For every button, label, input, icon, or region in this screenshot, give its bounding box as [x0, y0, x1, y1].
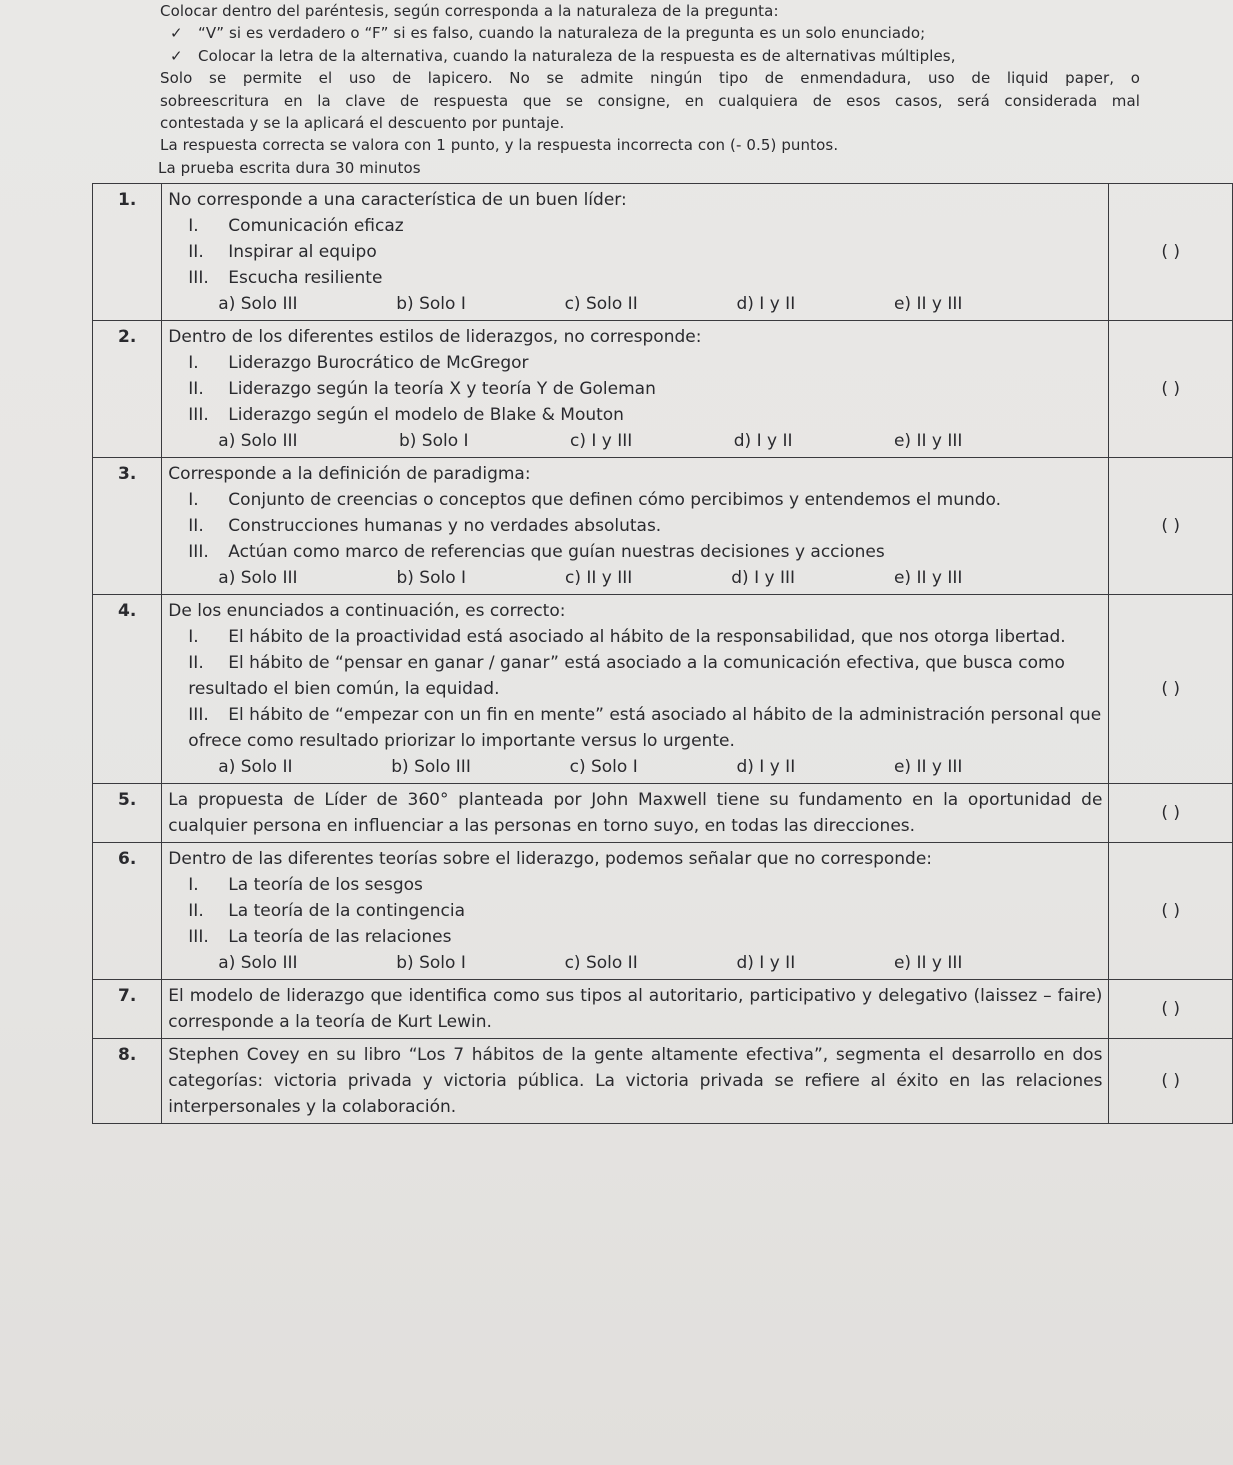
roman-numeral: III.: [188, 927, 209, 947]
question-statement: [168, 213, 1102, 239]
question-number: 3.: [93, 458, 162, 595]
question-number: 4.: [93, 595, 162, 784]
question-number: 1.: [93, 184, 162, 321]
answer-option: b) Solo I: [396, 568, 467, 588]
question-row: [93, 1039, 1233, 1124]
answer-box[interactable]: ( ): [1109, 595, 1233, 784]
statement-text: El hábito de la proactividad está asociado al hábito de la responsabilidad, que nos otorga libertad.: [228, 627, 1066, 647]
instruction-multiple-choice: ✓ Colocar la letra de la alternativa, cuando la naturaleza de la respuesta es de alternativas múltiples,: [160, 45, 1220, 67]
statement-text: La teoría de los sesgos: [228, 875, 423, 895]
question-number: 5.: [93, 784, 162, 843]
statement-text: La teoría de las relaciones: [228, 927, 452, 947]
statement-text: Escucha resiliente: [228, 268, 383, 288]
answer-box[interactable]: ( ): [1109, 321, 1233, 458]
answer-option: c) Solo I: [569, 757, 638, 777]
rule-line: contestada y se la aplicará el descuento por puntaje.: [160, 114, 565, 133]
answer-box[interactable]: ( ): [1109, 784, 1233, 843]
question-content: [162, 184, 1109, 321]
question-number: 7.: [93, 980, 162, 1039]
question-content: [162, 458, 1109, 595]
questions-table: [92, 183, 1233, 1124]
question-statement: [168, 702, 1102, 754]
roman-numeral: I.: [188, 875, 199, 895]
question-row: [93, 458, 1233, 595]
question-text: De los enunciados a continuación, es correcto:: [168, 601, 566, 621]
answer-option: e) II y III: [893, 953, 963, 973]
roman-numeral: III.: [188, 405, 209, 425]
roman-numeral: III.: [188, 705, 209, 725]
answer-box[interactable]: ( ): [1109, 843, 1233, 980]
question-text: La propuesta de Líder de 360° planteada por John Maxwell tiene su fundamento en la oportunidad de cualquier persona en influenciar a las personas en torno suyo, en todas las direcciones.: [168, 790, 1103, 836]
question-row: [93, 321, 1233, 458]
statement-text: Construcciones humanas y no verdades absolutas.: [228, 516, 662, 536]
answer-option: a) Solo III: [218, 294, 298, 314]
question-statement: [168, 239, 1102, 265]
question-number: 6.: [93, 843, 162, 980]
roman-numeral: II.: [188, 242, 204, 262]
answer-options: [168, 565, 1102, 591]
answer-option: c) I y III: [569, 431, 633, 451]
statement-text: El hábito de “pensar en ganar / ganar” está asociado a la comunicación efectiva, que busca como resultado el bien común, la equidad.: [188, 653, 1065, 699]
question-statement: [168, 487, 1102, 513]
question-statement: [168, 624, 1102, 650]
check-icon: ✓: [170, 24, 183, 43]
answer-option: e) II y III: [893, 757, 963, 777]
statement-text: Comunicación eficaz: [228, 216, 404, 236]
question-content: [162, 843, 1109, 980]
question-row: [93, 595, 1233, 784]
roman-numeral: I.: [188, 216, 199, 236]
instructions-line: Colocar dentro del paréntesis, según corresponda a la naturaleza de la pregunta:: [160, 2, 779, 20]
scoring-line: La respuesta correcta se valora con 1 punto, y la respuesta incorrecta con (- 0.5) puntos.: [160, 136, 839, 155]
answer-options: [168, 754, 1102, 780]
roman-numeral: III.: [188, 268, 209, 288]
answer-option: b) Solo I: [396, 953, 466, 973]
question-number: 8.: [93, 1039, 162, 1124]
question-content: [162, 321, 1109, 458]
question-text: Stephen Covey en su libro “Los 7 hábitos de la gente altamente efectiva”, segmenta el desarrollo en dos categorías: victoria privada y victoria pública. La victoria privada se refiere al éxito en las relaciones interpersonales y la colaboración.: [168, 1045, 1103, 1117]
answer-option: a) Solo II: [218, 757, 293, 777]
statement-text: Liderazgo Burocrático de McGregor: [228, 353, 529, 373]
roman-numeral: III.: [188, 542, 209, 562]
roman-numeral: II.: [188, 379, 204, 399]
answer-option: d) I y II: [736, 757, 796, 777]
answer-option: b) Solo III: [391, 757, 471, 777]
question-text: Corresponde a la definición de paradigma:: [168, 464, 531, 484]
roman-numeral: I.: [188, 353, 199, 373]
check-icon: ✓: [170, 46, 183, 65]
question-row: [93, 784, 1233, 843]
answer-option: e) II y III: [893, 568, 963, 588]
statement-text: Conjunto de creencias o conceptos que definen cómo percibimos y entendemos el mundo.: [228, 490, 1002, 510]
answer-option: a) Solo III: [218, 568, 298, 588]
question-statement: [168, 872, 1102, 898]
question-row: [93, 843, 1233, 980]
answer-options: [168, 428, 1102, 454]
answer-box[interactable]: ( ): [1109, 458, 1233, 595]
question-content: [162, 980, 1109, 1039]
statement-text: Liderazgo según el modelo de Blake & Mouton: [228, 405, 624, 425]
question-content: [162, 1039, 1109, 1124]
statement-text: Actúan como marco de referencias que guían nuestras decisiones y acciones: [228, 542, 885, 562]
answer-box[interactable]: ( ): [1109, 1039, 1233, 1124]
rule-line: Solo se permite el uso de lapicero. No se admite ningún tipo de enmendadura, uso de liquid paper, o: [160, 69, 1140, 88]
roman-numeral: II.: [188, 516, 204, 536]
question-text: Dentro de las diferentes teorías sobre el liderazgo, podemos señalar que no corresponde:: [168, 849, 933, 869]
question-text: No corresponde a una característica de un buen líder:: [168, 190, 627, 210]
question-row: [93, 184, 1233, 321]
answer-options: [168, 291, 1102, 317]
roman-numeral: II.: [188, 901, 204, 921]
answer-option: d) I y II: [733, 431, 793, 451]
roman-numeral: II.: [188, 653, 204, 673]
duration-line: La prueba escrita dura 30 minutos: [158, 158, 421, 177]
answer-option: d) I y II: [736, 294, 796, 314]
question-text: Dentro de los diferentes estilos de liderazgos, no corresponde:: [168, 327, 702, 347]
question-content: [162, 595, 1109, 784]
question-content: [162, 784, 1109, 843]
instructions-block: [160, 0, 1220, 179]
question-statement: [168, 513, 1102, 539]
question-statement: [168, 265, 1102, 291]
answer-option: e) II y III: [893, 431, 963, 451]
question-statement: [168, 539, 1102, 565]
question-statement: [168, 376, 1102, 402]
answer-option: d) I y II: [736, 953, 796, 973]
answer-option: e) II y III: [893, 294, 963, 314]
answer-option: c) Solo II: [564, 953, 638, 973]
answer-box[interactable]: ( ): [1109, 184, 1233, 321]
question-statement: [168, 650, 1102, 702]
answer-option: a) Solo III: [218, 953, 298, 973]
answer-options: [168, 950, 1102, 976]
instruction-true-false: ✓ “V” si es verdadero o “F” si es falso, cuando la naturaleza de la pregunta es un solo enunciado;: [160, 22, 1220, 44]
roman-numeral: I.: [188, 627, 199, 647]
roman-numeral: I.: [188, 490, 199, 510]
statement-text: Inspirar al equipo: [228, 242, 377, 262]
answer-option: c) II y III: [564, 568, 633, 588]
question-text: El modelo de liderazgo que identifica como sus tipos al autoritario, participativo y delegativo (laissez – faire) corresponde a la teoría de Kurt Lewin.: [168, 986, 1103, 1032]
rule-line: sobreescritura en la clave de respuesta que se consigne, en cualquiera de esos casos, será considerada mal: [160, 91, 1140, 110]
statement-text: La teoría de la contingencia: [228, 901, 466, 921]
question-statement: [168, 350, 1102, 376]
question-statement: [168, 402, 1102, 428]
question-statement: [168, 898, 1102, 924]
answer-option: b) Solo I: [396, 294, 466, 314]
answer-option: d) I y III: [731, 568, 796, 588]
answer-option: a) Solo III: [218, 431, 298, 451]
question-number: 2.: [93, 321, 162, 458]
question-row: [93, 980, 1233, 1039]
answer-option: b) Solo I: [398, 431, 469, 451]
question-statement: [168, 924, 1102, 950]
statement-text: Liderazgo según la teoría X y teoría Y de Goleman: [228, 379, 656, 399]
statement-text: El hábito de “empezar con un fin en mente” está asociado al hábito de la administración personal que ofrece como resultado priorizar lo importante versus lo urgente.: [188, 705, 1102, 751]
answer-box[interactable]: ( ): [1109, 980, 1233, 1039]
answer-option: c) Solo II: [564, 294, 638, 314]
